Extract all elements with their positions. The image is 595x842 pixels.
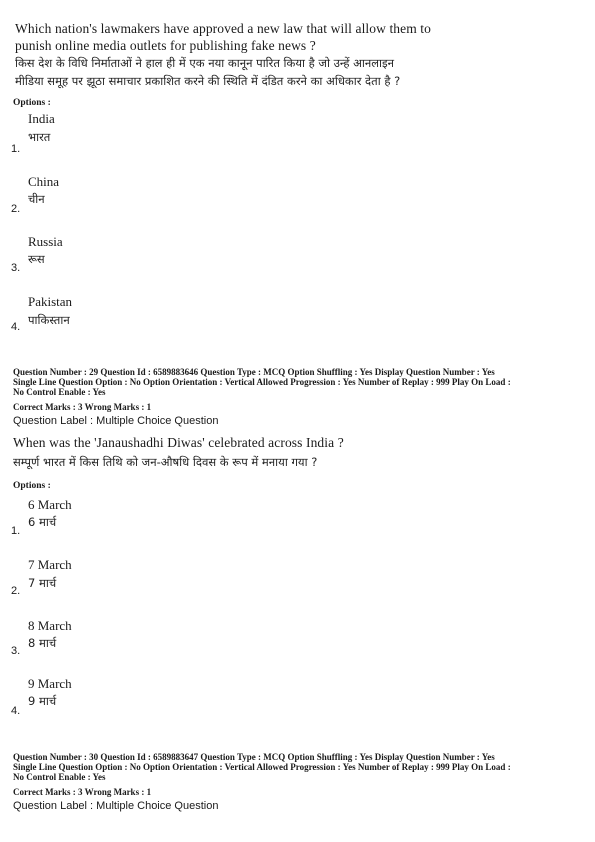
q28-option-4-number: 4. [11, 321, 21, 333]
q30-meta-line3: No Control Enable : Yes [13, 772, 106, 782]
q29-meta-line1: Question Number : 29 Question Id : 6589883646 Question Type : MCQ Option Shuffling : Yes Display Question Number : Yes [13, 367, 495, 377]
q29-option-1-number: 1. [11, 525, 21, 537]
q29-question-en: When was the 'Janaushadhi Diwas' celebrated across India ? [13, 435, 344, 450]
q28-question-en-line1: Which nation's lawmakers have approved a new law that will allow them to [15, 21, 432, 36]
q30-marks: Correct Marks : 3 Wrong Marks : 1 [13, 787, 152, 797]
q29-option-4-hi: 9 मार्च [28, 694, 57, 708]
q28-options-label: Options : [13, 98, 51, 108]
q28-option-2-hi: चीन [28, 192, 45, 206]
q28-option-1-hi: भारत [28, 130, 51, 144]
q29-meta-line3: No Control Enable : Yes [13, 387, 106, 397]
q28-question-hi-line1: किस देश के विधि निर्माताओं ने हाल ही में एक नया कानून पारित किया है जो उन्हें आनलाइन [15, 56, 395, 70]
q28-option-4-hi: पाकिस्तान [28, 313, 70, 327]
q29-option-3-hi: 8 मार्च [28, 636, 57, 650]
q28-option-3-number: 3. [11, 262, 21, 274]
q28-option-1-en: India [28, 111, 55, 126]
q28-option-2-number: 2. [11, 203, 21, 215]
q29-option-3-number: 3. [11, 645, 21, 657]
q29-option-4-number: 4. [11, 705, 21, 717]
q29-options-label: Options : [13, 481, 51, 491]
q28-option-4-en: Pakistan [28, 294, 73, 309]
q29-option-1-hi: 6 मार्च [28, 515, 57, 529]
q30-meta-line2: Single Line Question Option : No Option Orientation : Vertical Allowed Progression : Yes Number of Replay : 999 Play On Load : [13, 762, 511, 772]
q29-option-2-number: 2. [11, 585, 21, 597]
q29-option-2-hi: 7 मार्च [28, 576, 57, 590]
q28-option-1-number: 1. [11, 143, 21, 155]
q29-question-label: Question Label : Multiple Choice Question [13, 415, 219, 427]
q29-question-hi: सम्पूर्ण भारत में किस तिथि को जन-औषधि दिवस के रूप में मनाया गया ? [13, 455, 318, 469]
q28-option-3-hi: रूस [28, 252, 45, 266]
q29-meta-line2: Single Line Question Option : No Option Orientation : Vertical Allowed Progression : Yes Number of Replay : 999 Play On Load : [13, 377, 511, 387]
q29-option-3-en: 8 March [28, 618, 72, 633]
q30-meta-line1: Question Number : 30 Question Id : 6589883647 Question Type : MCQ Option Shuffling : Yes Display Question Number : Yes [13, 752, 495, 762]
q29-option-1-en: 6 March [28, 497, 72, 512]
q29-marks: Correct Marks : 3 Wrong Marks : 1 [13, 402, 152, 412]
q28-option-2-en: China [28, 174, 60, 189]
q28-option-3-en: Russia [28, 234, 63, 249]
q29-option-4-en: 9 March [28, 676, 72, 691]
q29-option-2-en: 7 March [28, 557, 72, 572]
q28-question-en-line2: punish online media outlets for publishing fake news ? [15, 38, 316, 53]
q30-question-label: Question Label : Multiple Choice Question [13, 800, 219, 812]
q28-question-hi-line2: मीडिया समूह पर झूठा समाचार प्रकाशित करने की स्थिति में दंडित करने का अधिकार देता है ? [15, 74, 401, 88]
